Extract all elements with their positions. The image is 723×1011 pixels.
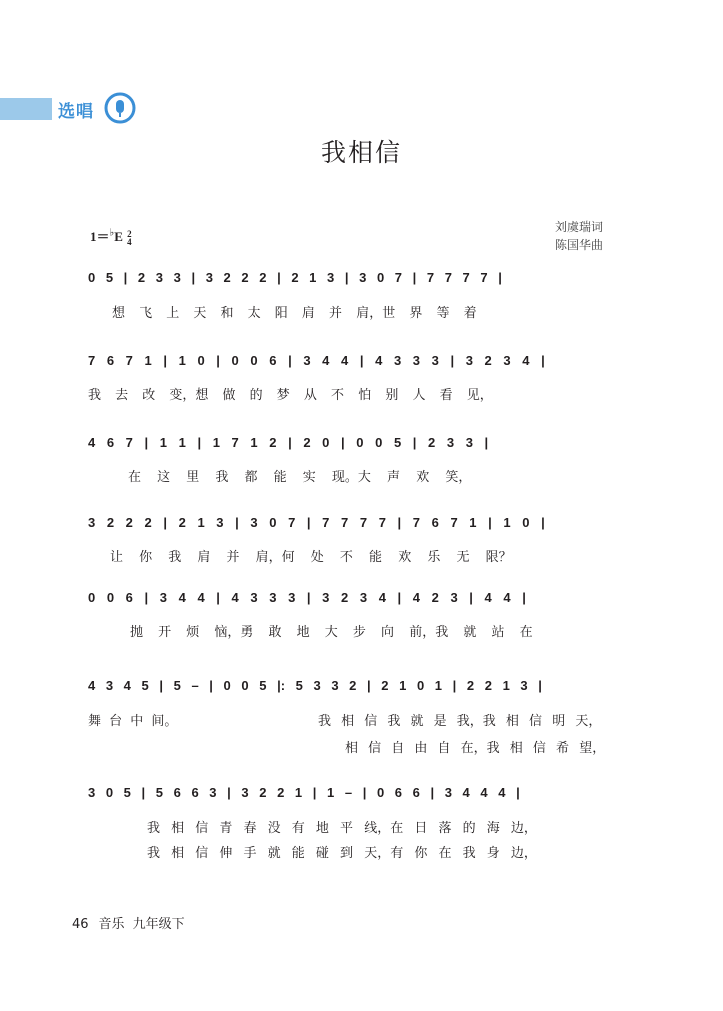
lyric-line: 让 你 我 肩 并 肩，何 处 不 能 欢 乐 无 限？ (110, 550, 512, 565)
lyric-line: 我 去 改 变，想 做 的 梦 从 不 怕 别 人 看 见， (88, 388, 493, 403)
microphone-icon (104, 92, 136, 124)
section-tag-bar (0, 98, 52, 120)
lyric-line: 在 这 里 我 都 能 实 现。大 声 欢 笑， (128, 470, 472, 485)
notation-row: 0 0 6 | 3 4 4 | 4 3 3 3 | 3 2 3 4 | 4 2 3 | 4 4 | (88, 590, 526, 605)
lyric-line: 舞 台 中 间。 (88, 714, 178, 729)
key-signature: 1＝♭E 2 4 (90, 227, 132, 248)
notation-row: 7 6 7 1 | 1 0 | 0 0 6 | 3 4 4 | 4 3 3 3 | 3 2 3 4 | (88, 353, 545, 368)
time-signature: 2 4 (127, 229, 132, 248)
lyric-line: 相 信 自 由 自 在，我 相 信 希 望， (345, 741, 606, 756)
lyricist-credit: 刘虞瑞词 (554, 220, 603, 234)
grade-label: 九年级下 (132, 917, 185, 932)
song-title: 我相信 (320, 138, 402, 167)
lyric-line: 抛 开 烦 恼，勇 敢 地 大 步 向 前，我 就 站 在 (130, 625, 533, 640)
lyric-line: 我 相 信 青 春 没 有 地 平 线，在 日 落 的 海 边， (147, 821, 537, 836)
lyric-line: 我 相 信 伸 手 就 能 碰 到 天，有 你 在 我 身 边， (147, 846, 537, 861)
notation-row: 3 2 2 2 | 2 1 3 | 3 0 7 | 7 7 7 7 | 7 6 7 1 | 1 0 | (88, 515, 545, 530)
notation-row: 3 0 5 | 5 6 6 3 | 3 2 2 1 | 1 – | 0 6 6 | 3 4 4 4 | (88, 785, 520, 800)
section-tag-label: 选唱 (58, 102, 94, 122)
composer-credit: 陈国华曲 (554, 238, 603, 252)
page-footer (72, 913, 185, 932)
notation-row: 0 5 | 2 3 3 | 3 2 2 2 | 2 1 3 | 3 0 7 | 7 7 7 7 | (88, 270, 502, 285)
lyric-line: 我 相 信 我 就 是 我，我 相 信 明 天， (318, 714, 602, 729)
notation-row: 4 6 7 | 1 1 | 1 7 1 2 | 2 0 | 0 0 5 | 2 3 3 | (88, 435, 489, 450)
subject-label: 音乐 (98, 917, 125, 932)
lyric-line: 想 飞 上 天 和 太 阳 肩 并 肩，世 界 等 着 (112, 306, 477, 321)
page-number: 46 (72, 917, 89, 932)
notation-row: 4 3 4 5 | 5 – | 0 0 5 |: 5 3 3 2 | 2 1 0 1 | 2 2 1 3 | (88, 678, 542, 693)
